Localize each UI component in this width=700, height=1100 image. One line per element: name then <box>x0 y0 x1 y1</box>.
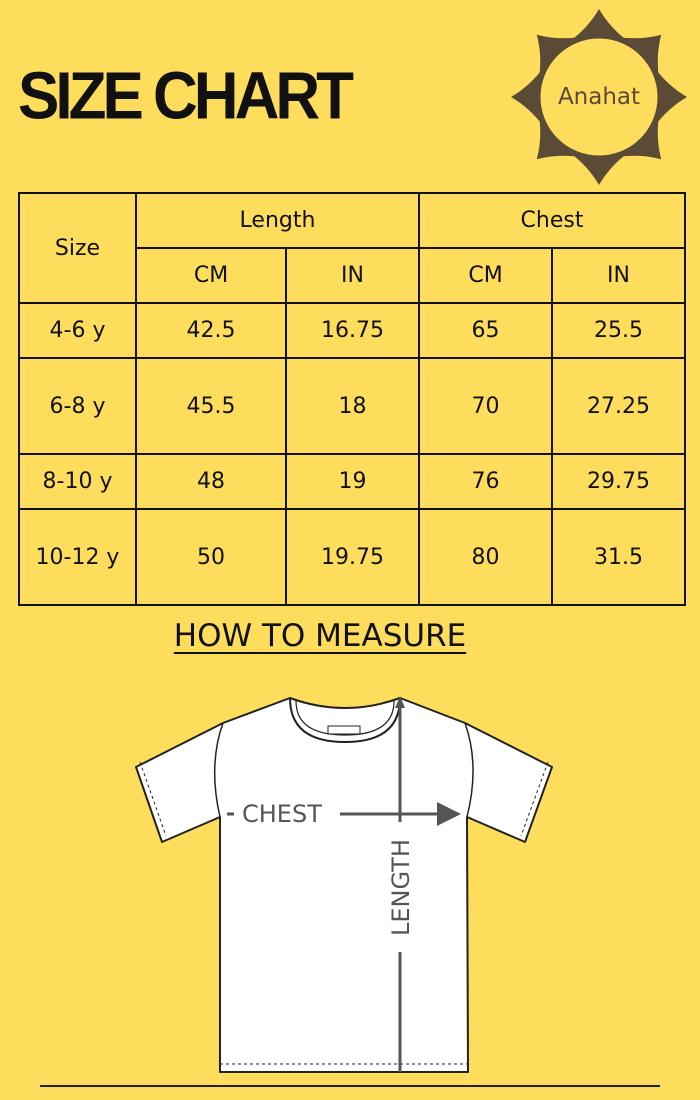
table-row <box>19 509 685 605</box>
length-in-cell: 16.75 <box>286 303 419 358</box>
tshirt-outline <box>136 698 552 1072</box>
length-cm-cell: 50 <box>136 509 286 605</box>
table-row <box>19 454 685 509</box>
chest-label: CHEST <box>242 800 322 828</box>
length-cm-header: CM <box>136 248 286 303</box>
chest-in-cell: 31.5 <box>552 509 685 605</box>
chest-cm-cell: 65 <box>419 303 552 358</box>
brand-logo <box>508 6 690 188</box>
table-row <box>19 358 685 454</box>
length-in-header: IN <box>286 248 419 303</box>
size-cell: 4-6 y <box>19 303 136 358</box>
size-cell: 6-8 y <box>19 358 136 454</box>
chest-cm-cell: 70 <box>419 358 552 454</box>
chest-in-cell: 25.5 <box>552 303 685 358</box>
brand-name: Anahat <box>557 84 641 110</box>
bottom-divider <box>40 1085 660 1087</box>
chest-cm-header: CM <box>419 248 552 303</box>
length-header: Length <box>136 193 419 248</box>
chest-in-cell: 29.75 <box>552 454 685 509</box>
how-to-measure-heading: HOW TO MEASURE <box>173 618 467 654</box>
length-cm-cell: 48 <box>136 454 286 509</box>
table-row <box>19 303 685 358</box>
length-cm-cell: 45.5 <box>136 358 286 454</box>
chest-cm-cell: 80 <box>419 509 552 605</box>
length-label: LENGTH <box>387 839 415 936</box>
page-title: SIZE CHART <box>18 59 350 134</box>
length-in-cell: 19 <box>286 454 419 509</box>
size-cell: 10-12 y <box>19 509 136 605</box>
size-table <box>18 192 686 606</box>
length-cm-cell: 42.5 <box>136 303 286 358</box>
length-in-cell: 18 <box>286 358 419 454</box>
chest-in-header: IN <box>552 248 685 303</box>
length-in-cell: 19.75 <box>286 509 419 605</box>
size-header: Size <box>19 193 136 303</box>
tshirt-diagram <box>130 690 560 1080</box>
size-cell: 8-10 y <box>19 454 136 509</box>
chest-header: Chest <box>419 193 685 248</box>
chest-in-cell: 27.25 <box>552 358 685 454</box>
chest-cm-cell: 76 <box>419 454 552 509</box>
